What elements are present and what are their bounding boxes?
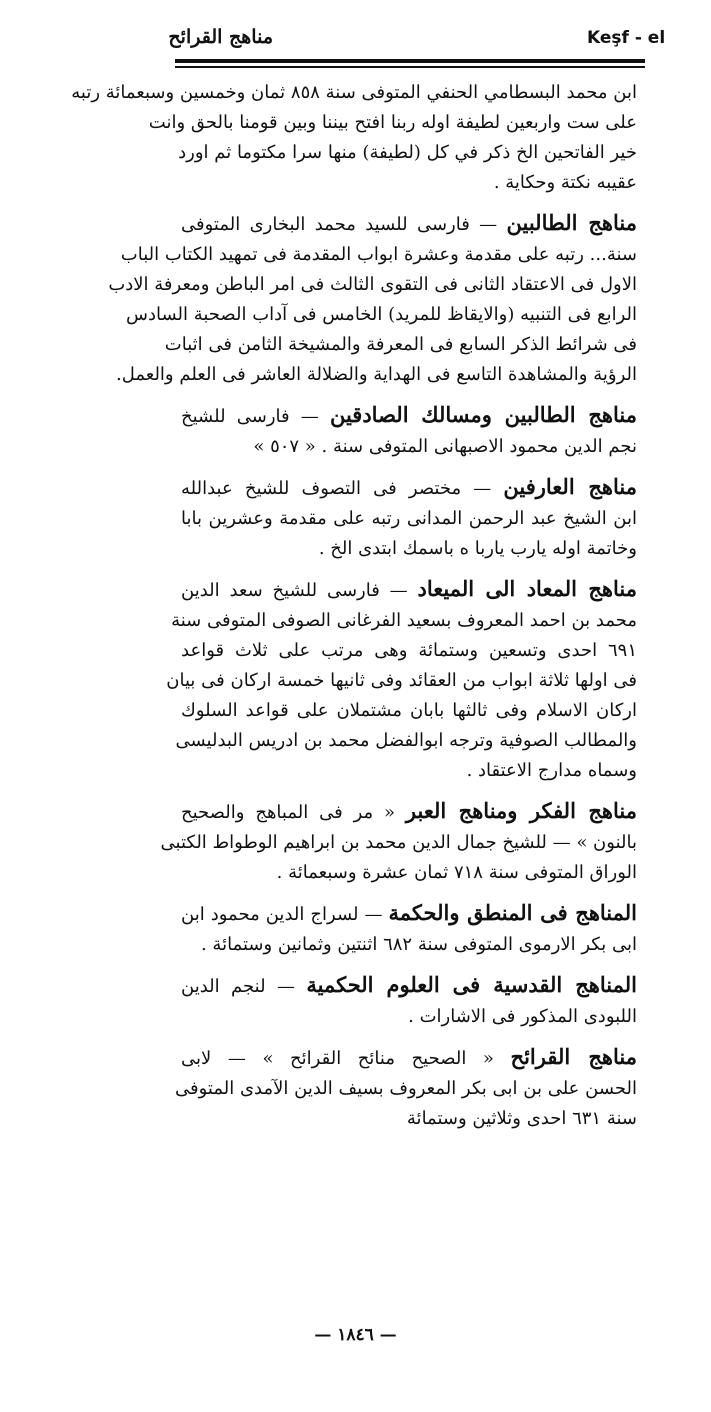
entry-heading-line [181,796,637,828]
entry [175,1042,637,1134]
entry-heading-line [181,970,637,1002]
entry-heading-rest: — لسراج الدين محمود ابن [181,904,389,925]
text-column [71,78,638,1144]
entry-heading-rest: — فارسى للسيد محمد البخارى المتوفى [181,214,507,235]
running-title: مناهج القرائح [168,26,273,48]
text-line: عقيبه نكتة وحكاية . [493,172,637,193]
entry-title: مناهج العارفين [503,474,637,499]
text-line: ٦٩١ احدى وتسعين وستمائة وهى مرتب على ثلاث قواعد [181,640,637,661]
text-line: محمد بن احمد المعروف بسعيد الفرغانى الصوفى المتوفى سنة [171,610,637,631]
entry-heading-line [181,472,637,504]
entry-heading-line [181,898,637,930]
text-line: بالنون » — للشيخ جمال الدين محمد بن ابراهيم الوطواط الكتبى [160,832,637,853]
entry-title: مناهج المعاد الى الميعاد [417,576,637,601]
text-line: ابن الشيخ عبد الرحمن المدانى رتبه على مقدمة وعشرين بابا [181,508,637,529]
text-line: وخاتمة اوله يارب ياربا ه باسمك ابتدى الخ . [318,538,637,559]
entry [160,796,637,888]
text-line: سنة ٦٣١ احدى وثلاثين وستمائة [406,1108,637,1129]
text-line: فى اولها ثلاثة ابواب من العقائد وفى ثانيها خمسة اركان فى بيان [166,670,637,691]
text-line: والمطالب الصوفية وترجه ابوالفضل محمد بن ادريس البدليسى [175,730,637,751]
entry-heading-line [181,574,637,606]
text-line: الوراق المتوفى سنة ٧١٨ ثمان عشرة وسبعمائة . [276,862,637,883]
running-header-left: Keşf - el [587,28,666,48]
text-line: الحسن على بن ابى بكر المعروف بسيف الدين الآمدى المتوفى [175,1078,637,1099]
entry-title: مناهج الطالبين ومسالك الصادقين [329,402,637,427]
entry-title: مناهج الطالبين [506,210,637,235]
text-line: الرؤية والمشاهدة التاسع فى الهداية والضلالة العاشر فى العلم والعمل. [116,364,637,385]
entry-heading-rest: « مر فى المباهج والصحيح [181,802,406,823]
entry [181,400,637,462]
entry-title: المناهج فى المنطق والحكمة [388,900,638,925]
text-line: ابى بكر الارموى المتوفى سنة ٦٨٢ اثنتين وثمانين وستمائة . [200,934,637,955]
text-line: سنة... رتبه على مقدمة وعشرة ابواب المقدمة فى تمهيد الكتاب الباب [120,244,637,265]
header-rule-thick [175,59,645,63]
text-line: نجم الدين محمود الاصبهانى المتوفى سنة . « ٥٠٧ » [253,436,637,457]
entry-title: مناهج القرائح [510,1044,637,1069]
entry-heading-line [181,208,637,240]
text-line: الاول فى الاعتقاد الثانى فى التقوى الثالث فى امر الباطن ومعرفة الادب [108,274,637,295]
text-line: اللبودى المذكور فى الاشارات . [408,1006,637,1027]
text-line: على ست واربعين لطيفة اوله ربنا افتح بيننا وبين قومنا بالحق وانت [148,112,637,133]
entry-heading-rest: — مختصر فى التصوف للشيخ عبدالله [181,478,504,499]
entry [166,574,637,786]
entry [108,208,637,390]
entry [181,970,637,1032]
text-line: اركان الاسلام وفى ثالثها بابان مشتملان على قواعد السلوك [181,700,637,721]
entry-title: المناهج القدسية فى العلوم الحكمية [306,972,637,997]
entry-title: مناهج الفكر ومناهج العبر [405,798,637,823]
text-line: فى شرائط الذكر السابع فى المعرفة والمشيخة الثامن فى اثبات [164,334,637,355]
text-line: خير الفاتحين الخ ذكر في كل (لطيفة) منها سرا مكتوما ثم اورد [178,142,637,163]
entry-heading-line [181,400,637,432]
entry-heading-rest: — فارسى للشيخ [181,406,330,427]
text-line: ابن محمد البسطامي الحنفي المتوفى سنة ٨٥٨ ثمان وخمسين وسبعمائة رتبه [71,82,637,103]
entry [181,472,637,564]
page-number: — ١٨٤٦ — [314,1325,397,1345]
text-line: الرابع فى التنبيه (والايقاظ للمريد) الخامس فى آداب الصحبة السادس [125,304,637,325]
entry-heading-rest: — لنجم الدين [181,976,307,997]
header-rule-thin [175,66,645,68]
entry-heading-rest: — فارسى للشيخ سعد الدين [181,580,418,601]
running-header [168,22,666,58]
entry-heading-rest: « الصحيح منائح القرائح » — لابى [181,1048,511,1069]
text-line: وسماه مدارج الاعتقاد . [466,760,637,781]
entry [71,78,637,198]
entry [181,898,637,960]
entry-heading-line [181,1042,637,1074]
